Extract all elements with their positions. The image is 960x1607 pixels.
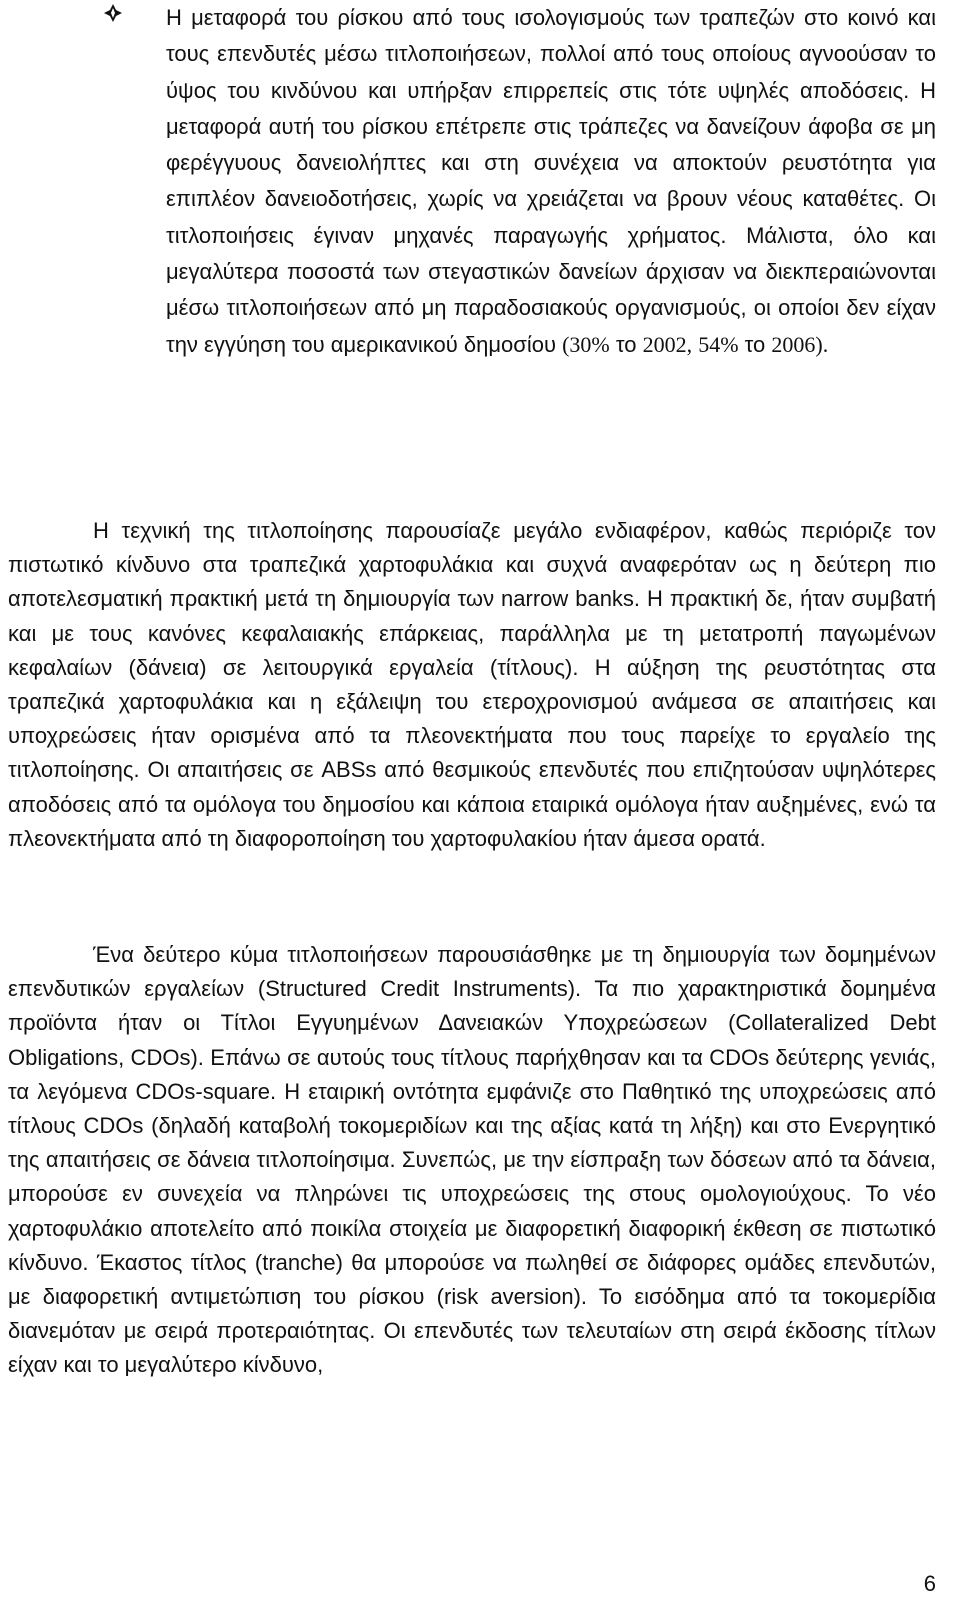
diamond-bullet-icon bbox=[104, 4, 122, 22]
bullet-paragraph bbox=[166, 0, 936, 363]
page-number: 6 bbox=[923, 1571, 936, 1596]
body-paragraph-1: Η τεχνική της τιτλοποίησης παρουσίαζε μεγάλο ενδιαφέρον, καθώς περιόριζε τον πιστωτικό κίνδυνο στα τραπεζικά χαρτοφυλάκια και συχνά αναφερόταν ως η δεύτερη πιο αποτελεσματική πρακτική μετά τη δημιουργία των narrow banks. Η πρακτική δε, ήταν συμβατή και με τους κανόνες κεφαλαιακής επάρκειας, παράλληλα με τη μετατροπή παγωμένων κεφαλαίων (δάνεια) σε λειτουργικά εργαλεία (τίτλους). Η αύξηση της ρευστότητας στα τραπεζικά χαρτοφυλάκια και η εξάλειψη του ετεροχρονισμού ανάμεσα σε απαιτήσεις και υποχρεώσεις ήταν ορισμένα από τα πλεονεκτήματα που τους παρείχε το εργαλείο της τιτλοποίησης. Οι απαιτήσεις σε ABSs από θεσμικούς επενδυτές που επιζητούσαν υψηλότερες αποδόσεις από τα ομόλογα του δημοσίου και κάποια εταιρικά ομόλογα ήταν αυξημένες, ενώ τα πλεονεκτήματα από τη διαφοροποίηση του χαρτοφυλακίου ήταν άμεσα ορατά. bbox=[8, 518, 936, 851]
bullet-to-1: το bbox=[609, 331, 643, 357]
bullet-pct-2002: (30% bbox=[562, 331, 610, 357]
bullet-text-main: Η μεταφορά του ρίσκου από τους ισολογισμούς των τραπεζών στο κοινό και τους επενδυτές μέσω τιτλοποιήσεων, πολλοί από τους οποίους αγνοούσαν το ύψος του κινδύνου και υπήρξαν επιρρεπείς στις τότε υψηλές αποδόσεις. Η μεταφορά αυτή του ρίσκου επέτρεπε στις τράπεζες να δανείζουν άφοβα σε μη φερέγγυους δανειολήπτες και στη συνέχεια να αποκτούν ρευστότητα για επιπλέον δανειοδοτήσεις, χωρίς να χρειάζεται να βρουν νέους καταθέτες. Οι τιτλοποιήσεις έγιναν μηχανές παραγωγής χρήματος. Μάλιστα, όλο και μεγαλύτερα ποσοστά των στεγαστικών δανείων άρχισαν να διεκπεραιώνονται μέσω τιτλοποιήσεων από μη παραδοσιακούς οργανισμούς, οι οποίοι δεν είχαν την εγγύηση του αμερικανικού δημοσίου bbox=[166, 5, 936, 357]
body-paragraph-2: Ένα δεύτερο κύμα τιτλοποιήσεων παρουσιάσθηκε με τη δημιουργία των δομημένων επενδυτικών εργαλείων (Structured Credit Instruments). Τα πιο χαρακτηριστικά δομημένα προϊόντα ήταν οι Τίτλοι Εγγυημένων Δανειακών Υποχρεώσεων (Collateralized Debt Obligations, CDOs). Επάνω σε αυτούς τους τίτλους παρήχθησαν και τα CDOs δεύτερης γενιάς, τα λεγόμενα CDOs-square. Η εταιρική οντότητα εμφάνιζε στο Παθητικό της υποχρεώσεις από τίτλους CDOs (δηλαδή καταβολή τοκομεριδίων και της αξίας κατά τη λήξη) και στο Ενεργητικό της απαιτήσεις σε δάνεια τιτλοποίησιμα. Συνεπώς, με την είσπραξη των δόσεων από τα δάνεια, μπορούσε εν συνεχεία να πληρώνει τις υποχρεώσεις της στους ομολογιούχους. Το νέο χαρτοφυλάκιο αποτελείτο από ποικίλα στοιχεία με διαφορετική διαφορική έκθεση σε πιστωτικό κίνδυνο. Έκαστος τίτλος (tranche) θα μπορούσε να πωληθεί σε διάφορες ομάδες επενδυτών, με διαφορετική αντιμετώπιση του ρίσκου (risk aversion). Το εισόδημα από τα τοκομερίδια διανεμόταν με σειρά προτεραιότητας. Οι επενδυτές των τελευταίων στη σειρά έκδοσης τίτλων είχαν και το μεγαλύτερο κίνδυνο, bbox=[8, 942, 936, 1378]
bullet-year-2006: 2006). bbox=[771, 331, 829, 357]
bullet-year-2002: 2002, bbox=[642, 331, 693, 357]
bullet-to-2: το bbox=[738, 331, 772, 357]
bullet-pct-2006: 54% bbox=[698, 331, 739, 357]
